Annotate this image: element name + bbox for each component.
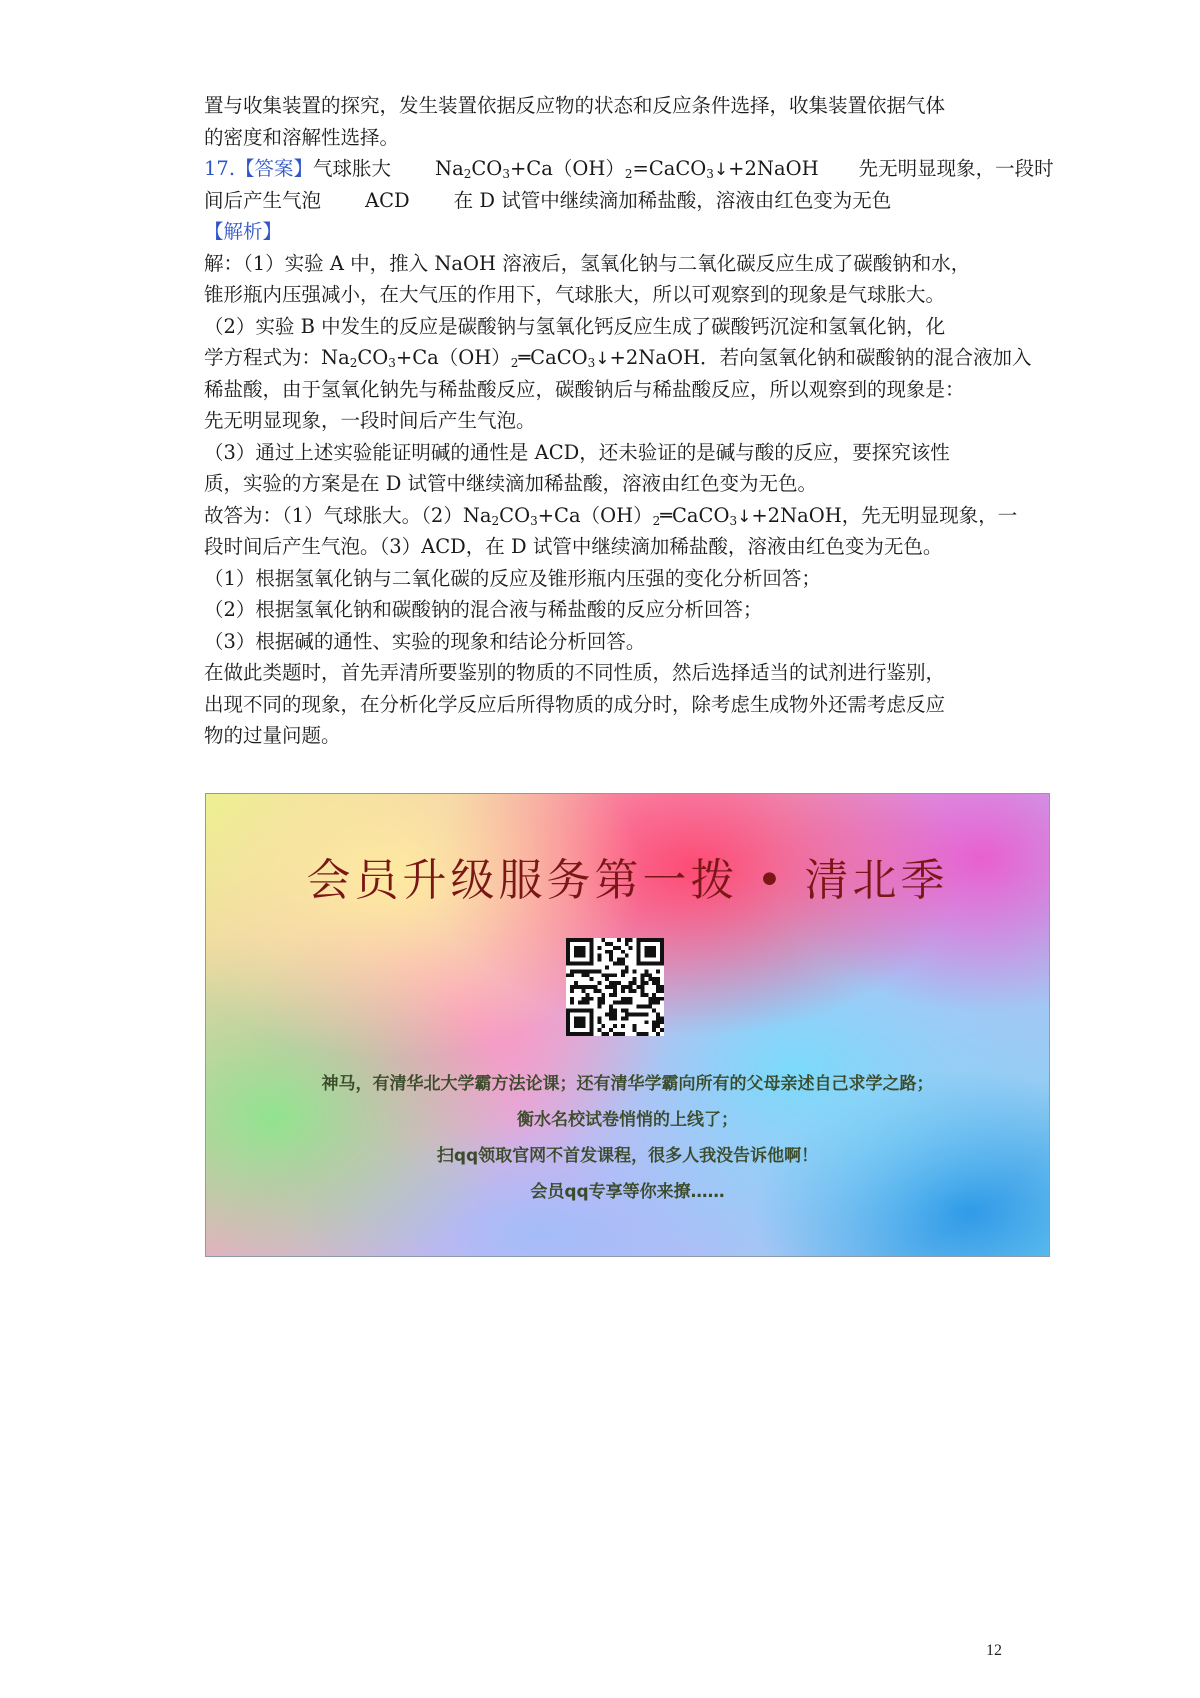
answer-2-equation: $Na_2CO_3+Ca(OH)_2=CaCO_3↓+2NaOH$ xyxy=(435,157,819,181)
answer-3: 先无明显现象，一段时 xyxy=(858,157,1054,180)
banner-line: 神马，有清华北大学霸方法论课；还有清华学霸向所有的父母亲述自己求学之路； xyxy=(321,1074,934,1094)
text-line: 解：（1）实验 A 中，推入 NaOH 溶液后，氢氧化钠与二氧化碳反应生成了碳酸钠和水， xyxy=(204,251,971,275)
banner-line: 扫qq领取官网不首发课程，很多人我没告诉他啊！ xyxy=(436,1146,819,1166)
answer-tag: 【答案】 xyxy=(235,157,314,180)
banner-title: 会员升级服务第一拨 • 清北季 xyxy=(306,855,949,906)
document-body xyxy=(204,90,1054,752)
answer-5: 在 D 试管中继续滴加稀盐酸，溶液由红色变为无色 xyxy=(453,188,892,212)
text-line: 质，实验的方案是在 D 试管中继续滴加稀盐酸，溶液由红色变为无色。 xyxy=(204,472,818,495)
text-line: （3）通过上述实验能证明碱的通性是 ACD，还未验证的是碱与酸的反应，要探究该性 xyxy=(204,440,950,464)
text-line: 置与收集装置的探究，发生装置依据反应物的状态和反应条件选择，收集装置依据气体 xyxy=(204,94,946,117)
banner-line: 会员qq专享等你来撩…… xyxy=(530,1182,725,1202)
analysis-tag: 【解析】 xyxy=(204,220,283,243)
equation-line: 学方程式为：$Na_2CO_3+Ca(OH)_2═CaCO_3↓+2NaOH$．若向氢氧化钠和碳酸钠的混合液加入 xyxy=(204,346,1032,370)
text-line: （2）根据氢氧化钠和碳酸钠的混合液与稀盐酸的反应分析回答； xyxy=(204,598,763,621)
text-line: 出现不同的现象，在分析化学反应后所得物质的成分时，除考虑生成物外还需考虑反应 xyxy=(204,692,946,716)
answer-3-cont: 间后产生气泡 xyxy=(204,188,322,212)
qr-code-icon[interactable] xyxy=(566,938,664,1036)
answer-line-2 xyxy=(204,185,1004,217)
text-line: 先无明显现象，一段时间后产生气泡。 xyxy=(204,409,536,432)
answer-4: ACD xyxy=(365,188,410,212)
text-line: （1）根据氢氧化钠与二氧化碳的反应及锥形瓶内压强的变化分析回答； xyxy=(204,566,821,590)
banner-text xyxy=(206,1066,1049,1210)
promo-banner[interactable] xyxy=(205,793,1050,1257)
text-line: （2）实验 B 中发生的反应是碳酸钠与氢氧化钙反应生成了碳酸钙沉淀和氢氧化钠，化 xyxy=(204,314,946,338)
page-number: 12 xyxy=(986,1642,1002,1659)
text-line: 物的过量问题。 xyxy=(204,724,341,747)
text-line: 段时间后产生气泡。（3）ACD，在 D 试管中继续滴加稀盐酸，溶液由红色变为无色。 xyxy=(204,535,943,558)
text-line: 锥形瓶内压强减小，在大气压的作用下，气球胀大，所以可观察到的现象是气球胀大。 xyxy=(204,283,946,306)
text-line: 在做此类题时，首先弄清所要鉴别的物质的不同性质，然后选择适当的试剂进行鉴别， xyxy=(204,661,946,684)
answer-1: 气球胀大 xyxy=(313,157,392,180)
question-number: 17. xyxy=(204,157,236,180)
equation-line: 故答为：（1）气球胀大。$(2)Na_2CO_3+Ca(OH)_2═CaCO_3↓+2NaOH$，先无明显现象，一 xyxy=(204,503,1018,528)
answer-line-1 xyxy=(204,153,1054,185)
text-line: （3）根据碱的通性、实验的现象和结论分析回答。 xyxy=(204,629,646,653)
text-line: 的密度和溶解性选择。 xyxy=(204,125,400,149)
text-line: 稀盐酸，由于氢氧化钠先与稀盐酸反应，碳酸钠后与稀盐酸反应，所以观察到的现象是： xyxy=(204,377,965,401)
banner-line: 衡水名校试卷悄悄的上线了； xyxy=(517,1110,738,1130)
